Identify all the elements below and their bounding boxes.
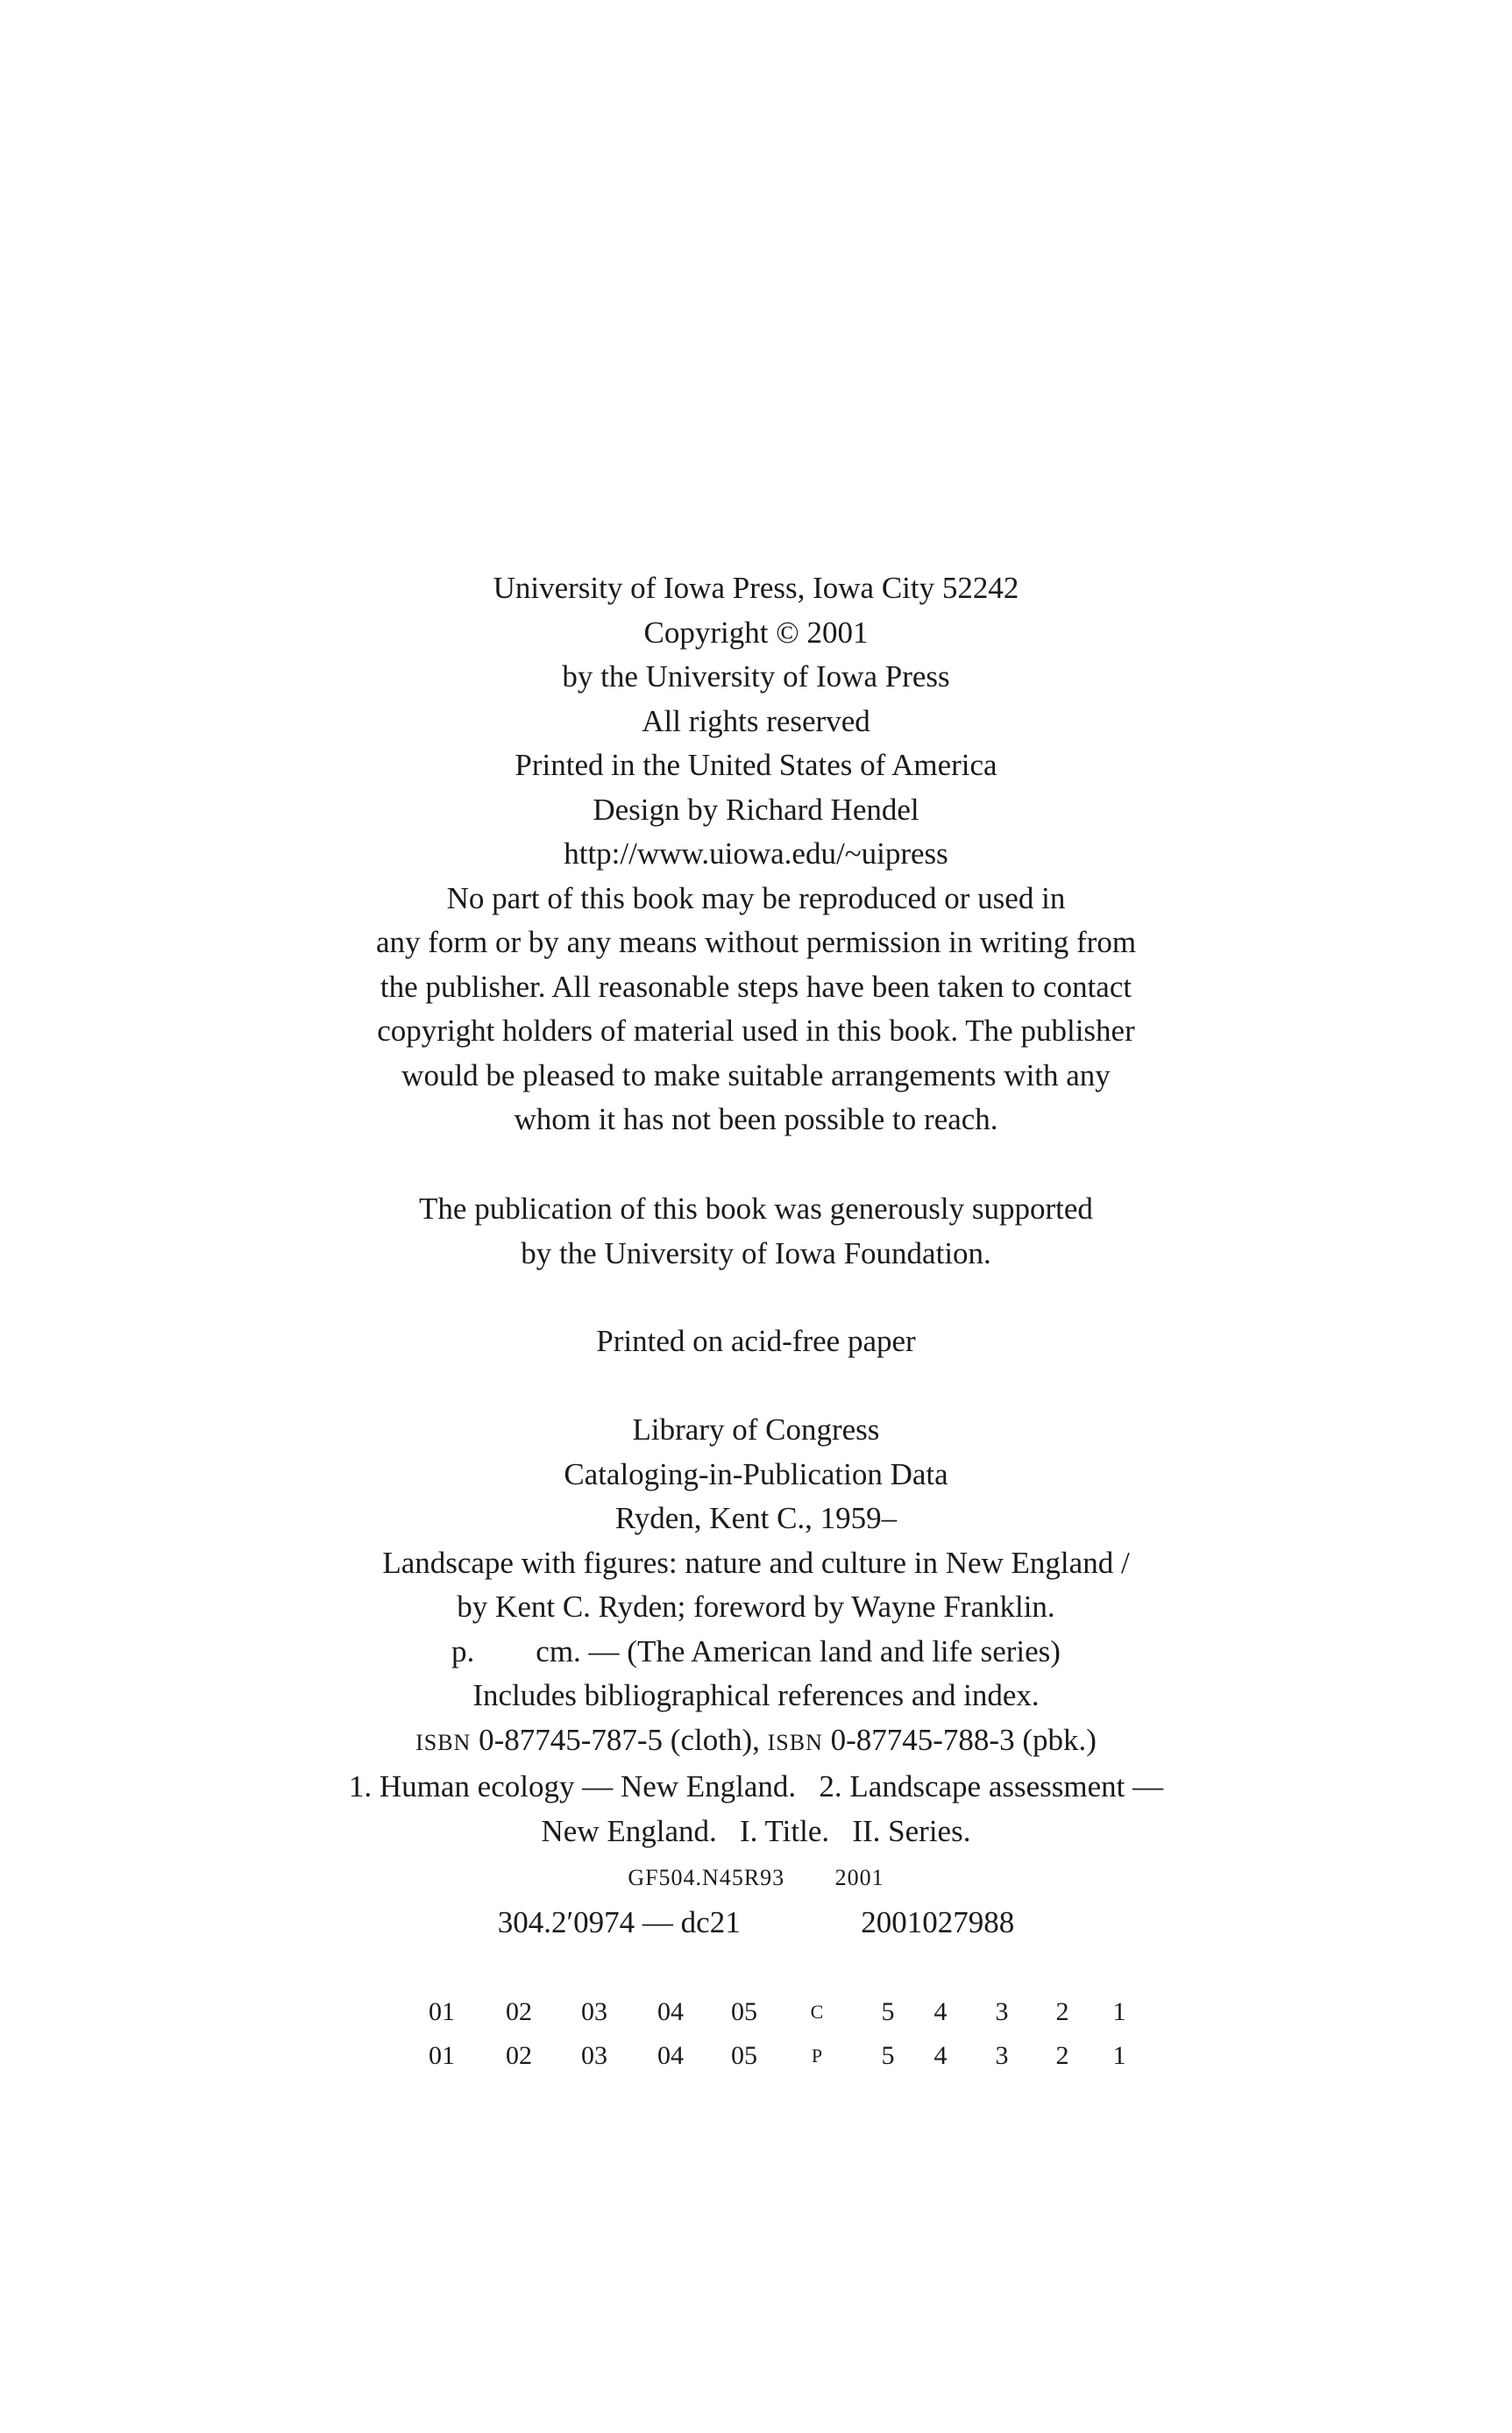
permission-line: would be pleased to make suitable arrangements with any — [401, 1057, 1111, 1092]
printing-number: 2 — [1055, 1997, 1069, 2026]
cip-lc-class — [0, 1853, 1512, 1901]
cip-notes: Includes bibliographical references and index. — [472, 1678, 1040, 1712]
cip-physical: p. cm. — (The American land and life series) — [451, 1633, 1061, 1668]
cip-block — [0, 1408, 1512, 1945]
printing-letter: P — [811, 2045, 823, 2067]
printing-number: 01 — [429, 2041, 455, 2070]
printing-line-cloth — [0, 1990, 1512, 2034]
printing-number: 04 — [657, 1997, 684, 2026]
printing-number: 02 — [506, 1997, 532, 2026]
printing-number: 3 — [995, 2041, 1009, 2070]
cip-title: Landscape with figures: nature and culture in New England / — [382, 1545, 1130, 1580]
isbn-label: ISBN — [767, 1729, 823, 1755]
acid-free-line: Printed on acid-free paper — [596, 1324, 916, 1358]
permission-line: any form or by any means without permission in writing from — [375, 925, 1137, 959]
printing-number: 5 — [881, 1997, 895, 2026]
lc-class-number: GF504.N45R93 — [628, 1865, 785, 1890]
printing-number: 4 — [933, 1997, 948, 2026]
cip-author: Ryden, Kent C., 1959– — [614, 1501, 898, 1535]
isbn-label: ISBN — [415, 1729, 472, 1755]
printing-number: 01 — [429, 1997, 455, 2026]
paper-block — [0, 1320, 1512, 1364]
support-line: by the University of Iowa Foundation. — [521, 1235, 991, 1270]
cip-subjects: New England. I. Title. II. Series. — [541, 1813, 971, 1848]
url-line: http://www.uiowa.edu/~uipress — [564, 836, 948, 871]
printing-number: 05 — [731, 1997, 757, 2026]
printed-in-line: Printed in the United States of America — [515, 748, 997, 782]
printing-number: 1 — [1112, 2041, 1126, 2070]
printing-number: 5 — [881, 2041, 895, 2070]
publisher-line: University of Iowa Press, Iowa City 52242 — [493, 571, 1019, 605]
permission-line: No part of this book may be reproduced or used in — [446, 880, 1066, 915]
printing-number: 3 — [995, 1997, 1009, 2026]
printing-number: 05 — [731, 2041, 757, 2070]
permission-line: whom it has not been possible to reach. — [514, 1102, 998, 1136]
printing-number: 03 — [581, 1997, 607, 2026]
printing-number: 4 — [933, 2041, 948, 2070]
lccn-number: 2001027988 — [861, 1904, 1015, 1939]
support-line: The publication of this book was generously supported — [419, 1192, 1093, 1226]
cip-isbn — [0, 1718, 1512, 1766]
permission-line: copyright holders of material used in this book. The publisher — [377, 1014, 1135, 1048]
cip-title: by Kent C. Ryden; foreword by Wayne Franklin. — [457, 1590, 1055, 1624]
copyright-holder-line: by the University of Iowa Press — [562, 659, 950, 694]
copyright-line: Copyright © 2001 — [643, 615, 869, 650]
printing-number: 2 — [1055, 2041, 1069, 2070]
printing-number: 03 — [581, 2041, 607, 2070]
isbn-cloth: 0-87745-787-5 (cloth), — [479, 1722, 760, 1757]
printing-number: 1 — [1112, 1997, 1126, 2026]
lc-year: 2001 — [834, 1865, 884, 1890]
cip-subjects: 1. Human ecology — New England. 2. Landscape assessment — — [348, 1769, 1164, 1803]
support-block — [0, 1187, 1512, 1276]
imprint-block — [0, 566, 1512, 1142]
rights-line: All rights reserved — [642, 703, 870, 738]
cip-heading: Cataloging-in-Publication Data — [564, 1456, 948, 1491]
printing-letter: C — [810, 2001, 824, 2023]
printing-number: 04 — [657, 2041, 684, 2070]
isbn-pbk: 0-87745-788-3 (pbk.) — [830, 1722, 1097, 1757]
design-line: Design by Richard Hendel — [593, 792, 919, 827]
printing-line-paper — [0, 2034, 1512, 2078]
permission-line: the publisher. All reasonable steps have been taken to contact — [380, 969, 1132, 1004]
dewey-number: 304.2′0974 — dc21 — [497, 1904, 741, 1939]
cip-heading: Library of Congress — [632, 1412, 880, 1447]
printing-number: 02 — [506, 2041, 532, 2070]
cip-dewey — [0, 1901, 1512, 1946]
